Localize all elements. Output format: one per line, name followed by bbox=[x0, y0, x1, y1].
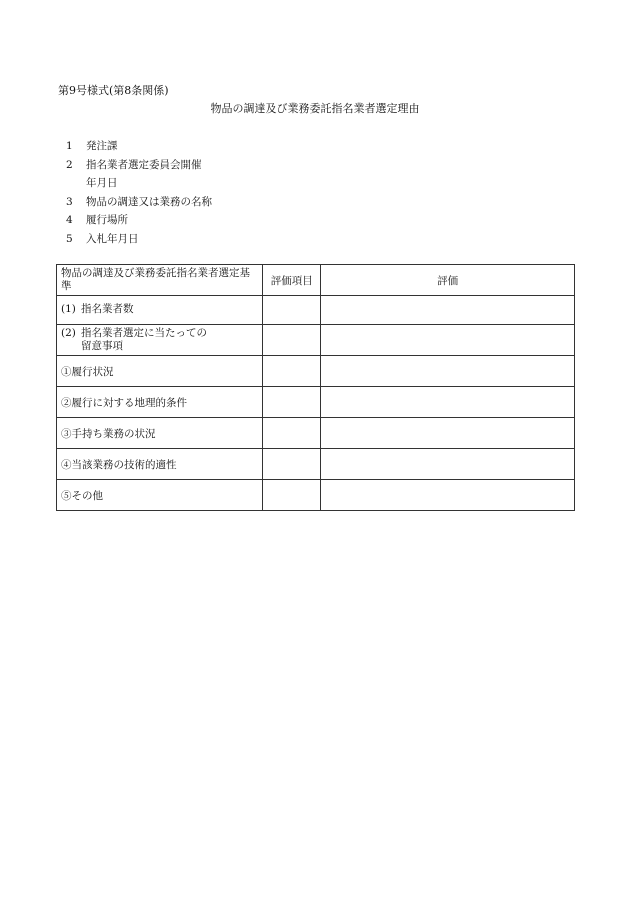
item-label: 物品の調達又は業務の名称 bbox=[86, 195, 212, 208]
evaluation-item-cell[interactable] bbox=[263, 325, 321, 356]
item-list bbox=[66, 137, 212, 249]
evaluation-item-cell[interactable] bbox=[263, 356, 321, 387]
item-number: 2 bbox=[66, 158, 73, 171]
table-header-row bbox=[57, 265, 575, 296]
evaluation-item-cell[interactable] bbox=[263, 449, 321, 480]
table-row bbox=[57, 480, 575, 511]
list-item-procurement-name bbox=[66, 193, 212, 212]
evaluation-cell[interactable] bbox=[321, 356, 575, 387]
item-label: 履行場所 bbox=[86, 214, 128, 227]
item-label: 年月日 bbox=[86, 177, 118, 190]
criteria-label: ①履行状況 bbox=[61, 365, 114, 378]
evaluation-cell[interactable] bbox=[321, 480, 575, 511]
criteria-label-continued: 留意事項 bbox=[81, 340, 123, 352]
evaluation-cell[interactable] bbox=[321, 325, 575, 356]
evaluation-cell[interactable] bbox=[321, 418, 575, 449]
item-number: 1 bbox=[66, 140, 73, 152]
table-row bbox=[57, 325, 575, 356]
item-label: 指名業者選定委員会開催 bbox=[86, 158, 202, 171]
form-number: 第9号様式(第8条関係) bbox=[58, 84, 169, 97]
criteria-cell bbox=[57, 418, 263, 449]
item-number: 4 bbox=[66, 214, 73, 227]
document-title: 物品の調達及び業務委託指名業者選定理由 bbox=[210, 102, 420, 115]
header-evaluation: 評価 bbox=[321, 265, 575, 296]
criteria-label: 指名業者数 bbox=[81, 303, 134, 316]
criteria-label: ⑤その他 bbox=[61, 489, 103, 502]
table-row bbox=[57, 418, 575, 449]
list-item-committee-meeting-date bbox=[66, 174, 212, 193]
table-row bbox=[57, 387, 575, 418]
header-criteria: 物品の調達及び業務委託指名業者選定基準 bbox=[57, 265, 263, 296]
list-item-performance-location bbox=[66, 211, 212, 230]
header-evaluation-item: 評価項目 bbox=[263, 265, 321, 296]
criteria-cell bbox=[57, 387, 263, 418]
criteria-cell bbox=[57, 296, 263, 325]
item-label: 入札年月日 bbox=[86, 232, 139, 245]
criteria-cell bbox=[57, 480, 263, 511]
item-number: 5 bbox=[66, 232, 73, 245]
selection-criteria-table bbox=[56, 264, 575, 511]
criteria-label: ④当該業務の技術的適性 bbox=[61, 458, 177, 471]
item-number bbox=[66, 174, 86, 193]
criteria-cell bbox=[57, 325, 263, 356]
list-item-issuing-department bbox=[66, 137, 212, 156]
evaluation-cell[interactable] bbox=[321, 387, 575, 418]
criteria-label: 指名業者選定に当たっての bbox=[81, 326, 207, 339]
table-row bbox=[57, 296, 575, 325]
criteria-cell bbox=[57, 356, 263, 387]
item-number: 3 bbox=[66, 195, 73, 208]
criteria-label: ②履行に対する地理的条件 bbox=[61, 396, 187, 409]
criteria-number: (1) bbox=[61, 303, 76, 316]
evaluation-cell[interactable] bbox=[321, 296, 575, 325]
evaluation-item-cell[interactable] bbox=[263, 387, 321, 418]
evaluation-item-cell[interactable] bbox=[263, 296, 321, 325]
criteria-label: ③手持ち業務の状況 bbox=[61, 427, 156, 440]
criteria-cell bbox=[57, 449, 263, 480]
item-label: 発注課 bbox=[86, 140, 118, 152]
table-row bbox=[57, 449, 575, 480]
list-item-committee-meeting bbox=[66, 156, 212, 175]
criteria-number: (2) bbox=[61, 326, 76, 339]
table-row bbox=[57, 356, 575, 387]
evaluation-item-cell[interactable] bbox=[263, 418, 321, 449]
list-item-bid-date bbox=[66, 230, 212, 249]
evaluation-cell[interactable] bbox=[321, 449, 575, 480]
evaluation-item-cell[interactable] bbox=[263, 480, 321, 511]
